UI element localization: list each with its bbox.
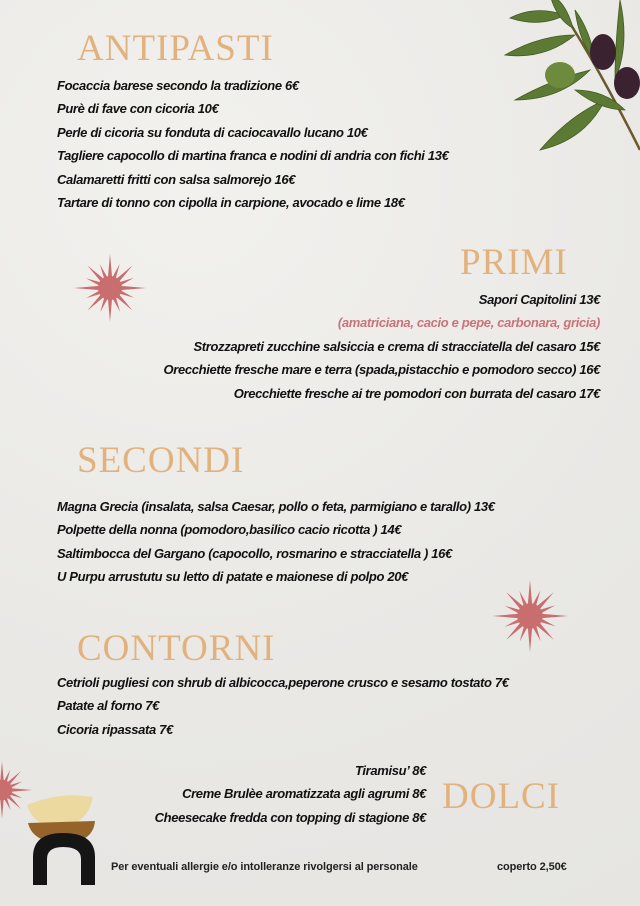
menu-item: Cicoria ripassata 7€	[57, 721, 173, 737]
menu-item-description: (amatriciana, cacio e pepe, carbonara, gricia)	[337, 315, 600, 331]
menu-item: Patate al forno 7€	[57, 698, 160, 714]
menu-item: Creme Brulèe aromatizzata agli agrumi 8€	[182, 786, 426, 802]
menu-item: Perle di cicoria su fonduta di caciocavallo lucano 10€	[57, 124, 368, 140]
menu-item: Orecchiette fresche mare e terra (spada,pistacchio e pomodoro secco) 16€	[163, 362, 600, 378]
starburst-icon	[488, 578, 572, 654]
dolci-list	[155, 759, 426, 829]
dolci-heading: DOLCI	[442, 776, 561, 817]
contorni-list	[57, 671, 509, 741]
menu-item: Cetrioli pugliesi con shrub di albicocca,peperone crusco e sesamo tostato 7€	[57, 675, 509, 690]
contorni-heading: CONTORNI	[77, 628, 276, 669]
allergy-note: Per eventuali allergie e/o intolleranze rivolgersi al personale	[111, 861, 418, 873]
menu-item: Cheesecake fredda con topping di stagione 8€	[154, 809, 426, 825]
antipasti-heading: ANTIPASTI	[77, 28, 274, 69]
cover-charge: coperto 2,50€	[497, 861, 567, 873]
menu-item: Calamaretti fritti con salsa salmorejo 16€	[57, 171, 296, 187]
menu-item: Tartare di tonno con cipolla in carpione, avocado e lime 18€	[57, 195, 405, 211]
menu-item: Strozzapreti zucchine salsiccia e crema di stracciatella del casaro 15€	[193, 338, 600, 354]
menu-item: Orecchiette fresche ai tre pomodori con burrata del casaro 17€	[233, 385, 600, 401]
menu-item: Polpette della nonna (pomodoro,basilico cacio ricotta ) 14€	[57, 522, 402, 538]
secondi-list	[57, 495, 495, 589]
primi-list	[164, 288, 601, 405]
menu-item: Magna Grecia (insalata, salsa Caesar, pollo o feta, parmigiano e tarallo) 13€	[57, 499, 495, 514]
menu-item: Tiramisu’ 8€	[355, 763, 426, 778]
menu-item: Saltimbocca del Gargano (capocollo, rosmarino e stracciatella ) 16€	[57, 545, 452, 561]
menu-item: Tagliere capocollo di martina franca e nodini di andria con fichi 13€	[57, 148, 449, 164]
secondi-heading: SECONDI	[77, 440, 245, 481]
menu-item: Sapori Capitolini 13€	[478, 292, 600, 307]
primi-heading: PRIMI	[460, 242, 568, 283]
olive-branch-icon	[495, 0, 640, 160]
antipasti-list	[57, 74, 448, 214]
menu-item: Focaccia barese secondo la tradizione 6€	[57, 78, 299, 93]
menu-item: U Purpu arrustutu su letto di patate e maionese di polpo 20€	[57, 569, 409, 585]
starburst-icon	[72, 252, 148, 324]
abstract-figure-icon	[25, 795, 105, 887]
menu-item: Purè di fave con cicoria 10€	[57, 101, 219, 117]
